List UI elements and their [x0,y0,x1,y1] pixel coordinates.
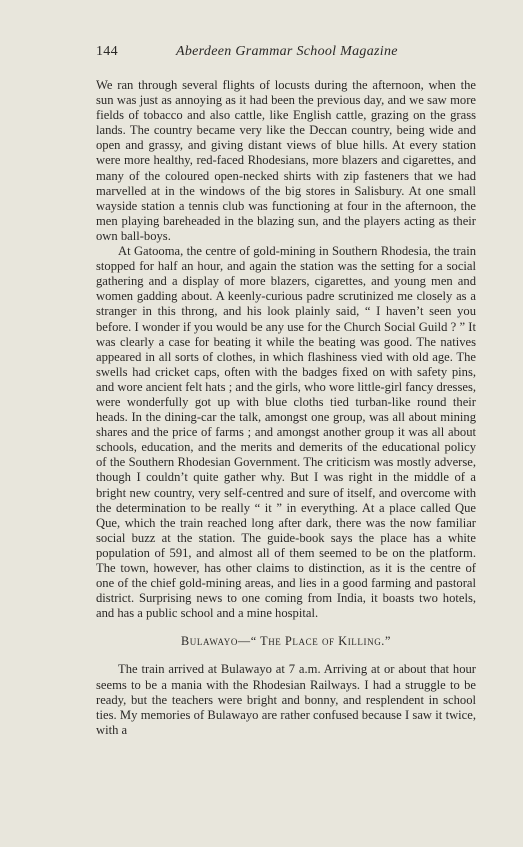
page-header [96,44,466,64]
section-heading: Bulawayo—“ The Place of Killing.” [181,634,391,649]
running-title: Aberdeen Grammar School Magazine [176,44,398,59]
paragraph-locusts: We ran through several flights of locusts during the afternoon, when the sun was just as annoying as it had been the previous day, and we saw more fields of tobacco and also cattle, like English cattle, grazing on the grass lands. The country became very like the Deccan country, being wide and open and grassy, and giving distant views of blue hills. At every station were more healthy, red-faced Rhodesians, more blazers and cigarettes, and many of the coloured open-necked shirts with zip fasteners that we had marvelled at in the windows of the big stores in Salisbury. At one small wayside station a tennis club was functioning at four in the afternoon, the men playing bareheaded in the blazing sun, and the players acting as their own ball-boys. [96,78,476,243]
page-number: 144 [96,44,118,59]
article-body [96,78,476,738]
paragraph-bulawayo: The train arrived at Bulawayo at 7 a.m. Arriving at or about that hour seems to be a mania with the Rhodesian Railways. I had a struggle to be ready, but the teachers were bright and bonny, and resplendent in school ties. My memories of Bulawayo are rather confused because I saw it twice, with a [96,662,476,737]
paragraph-gatooma: At Gatooma, the centre of gold-mining in Southern Rhodesia, the train stopped for half an hour, and again the station was the setting for a social gathering and a display of more blazers, cigarettes, and young men and women gadding about. A keenly-curious padre scrutinized me closely as a stranger in this throng, and his look plainly said, “ I haven’t seen you before. I wonder if you would be any use for the Church Social Guild ? ” It was clearly a case for beating it while the beating was good. The natives appeared in all sorts of clothes, in which flashiness vied with old age. The swells had cricket caps, often with the badges fixed on with safety pins, and wore ancient felt hats ; and the girls, who wore little-girl fancy dresses, were wonderfully got up with blue cloths tied turban-like round their heads. In the dining-car the talk, amongst one group, was all about mining shares and the price of farms ; and amongst another group it was all about schools, education, and the merits and demerits of the educational policy of the Southern Rhodesian Government. The criticism was mostly adverse, though I couldn’t quite gather why. But I was right in the middle of a bright new country, very self-centred and sure of itself, and overcome with the determination to be really “ it ” in everything. At a place called Que Que, which the train reached long after dark, there was the now familiar social buzz at the station. The guide-book says the place has a white population of 591, and almost all of them seemed to be on the platform. The town, however, has other claims to distinction, as it is the centre of one of the chief gold-mining areas, and lies in a good farming and pastoral district. Surprising news to one coming from India, it boasts two hotels, and has a public school and a mine hospital. [96,244,476,621]
